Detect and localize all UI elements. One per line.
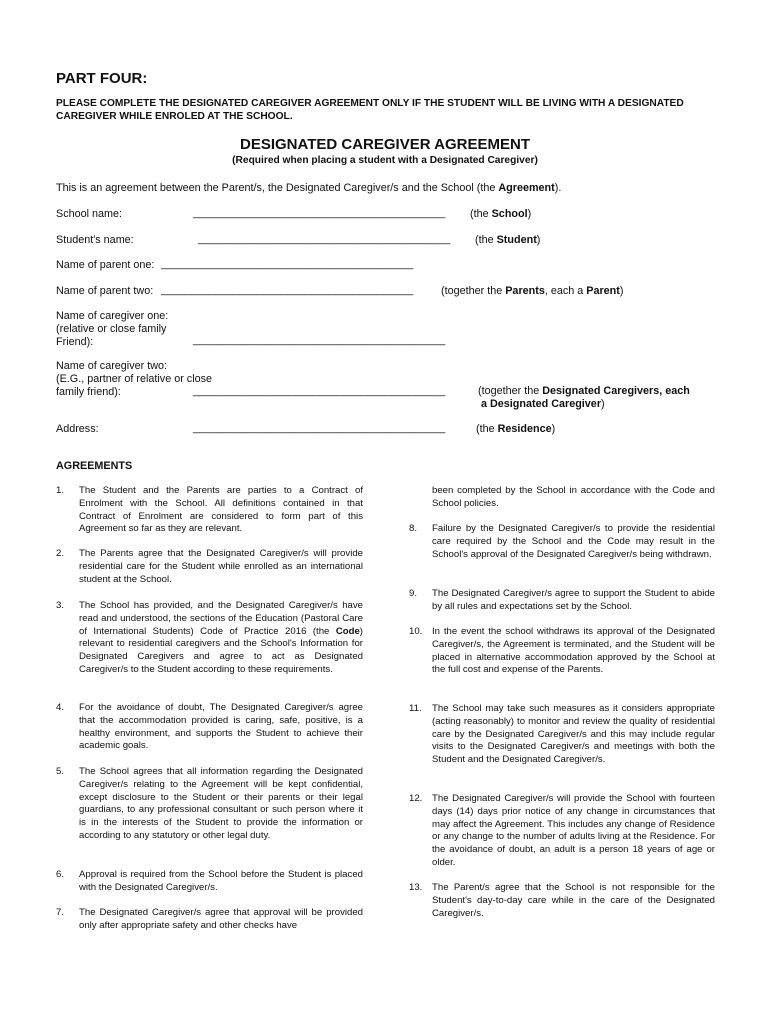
- caregiver-one-input[interactable]: __________________________________________: [193, 334, 446, 346]
- clause-3: The School has provided, and the Designated Caregiver/s have read and understood, the sections of the Education (Pastoral Care of International Students) Code of Practice 2016 (the Code) relevant to residential caregivers and the School's Information for Designated Caregivers and agree to act as Designated Caregiver/s to the Student according to these requirements.: [79, 600, 363, 675]
- clause-number: 2.: [56, 548, 65, 559]
- clause-number: 5.: [56, 766, 65, 777]
- clause-number: 8.: [409, 523, 418, 534]
- parent-two-input[interactable]: __________________________________________: [161, 284, 414, 296]
- clause-number: 4.: [56, 702, 65, 713]
- clause-number: 7.: [56, 907, 65, 918]
- clause-1: The Student and the Parents are parties to a Contract of Enrolment with the School. All definitions contained in that Contract of Enrolment are considered to form part of this Agreement so far as they are relevant.: [79, 485, 363, 535]
- clause-5: The School agrees that all information regarding the Designated Caregiver/s relating to the Agreement will be kept confidential, except disclosure to the Student or their parents or their legal guardians, to any professional consultant or such person where it is in the interests of the Student to provide the information or according to any statutory or other legal duty.: [79, 766, 363, 841]
- instruction-text: PLEASE COMPLETE THE DESIGNATED CAREGIVER AGREEMENT ONLY IF THE STUDENT WILL BE LIVING WITH A DESIGNATED CAREGIVER WHILE ENROLED AT THE SCHOOL.: [56, 98, 684, 122]
- clause-12: The Designated Caregiver/s will provide the School with fourteen days (14) days prior notice of any change in circumstances that may affect the Agreement. This includes any change of Residence or any change to the number of adults living at the Residence. For the avoidance of doubt, an adult is a person 18 years of age or older.: [432, 793, 715, 868]
- field-suffix: (together the Designated Caregivers, each: [478, 385, 690, 397]
- clause-7-continued: been completed by the School in accordance with the Code and School policies.: [432, 485, 715, 509]
- field-label: Student's name:: [56, 234, 134, 246]
- clause-number: 3.: [56, 600, 65, 611]
- parent-one-input[interactable]: __________________________________________: [161, 258, 414, 270]
- clause-number: 1.: [56, 485, 65, 496]
- clause-number: 12.: [409, 793, 423, 804]
- clause-11: The School may take such measures as it considers appropriate (acting reasonably) to monitor and review the quality of residential care by the Designated Caregiver/s and this may include regular visits to the Designated Caregiver/s and meetings with both the Student and the Designated Caregiver/s.: [432, 703, 715, 766]
- field-label: Name of parent one:: [56, 259, 155, 271]
- clause-8: Failure by the Designated Caregiver/s to provide the residential care required by the School and the Code may result in the School's approval of the Designated Caregiver/s being withdrawn.: [432, 523, 715, 560]
- field-label: Name of caregiver two: (E.G., partner of relative or close family friend):: [56, 360, 213, 398]
- clause-number: 10.: [409, 626, 423, 637]
- field-suffix: (the Student): [475, 234, 541, 246]
- address-input[interactable]: __________________________________________: [193, 422, 446, 434]
- field-label: Name of caregiver one: (relative or close family Friend):: [56, 310, 169, 348]
- clause-number: 13.: [409, 882, 423, 893]
- page-title: DESIGNATED CAREGIVER AGREEMENT: [239, 136, 531, 153]
- field-label: Address:: [56, 423, 99, 435]
- clause-4: For the avoidance of doubt, The Designated Caregiver/s agree that the accommodation provided is caring, safe, positive, is a healthy environment, and supports the Student to achieve their academic goals.: [79, 702, 363, 752]
- clause-9: The Designated Caregiver/s agree to support the Student to abide by all rules and expectations set by the School.: [432, 588, 715, 612]
- agreements-heading: AGREEMENTS: [56, 460, 133, 472]
- field-label: Name of parent two:: [56, 285, 154, 297]
- school-name-input[interactable]: __________________________________________: [193, 207, 446, 219]
- field-suffix: (the School): [470, 208, 532, 220]
- field-suffix: (together the Parents, each a Parent): [441, 285, 624, 297]
- clause-number: 11.: [409, 703, 422, 714]
- page-subtitle: (Required when placing a student with a Designated Caregiver): [232, 155, 538, 166]
- intro-paragraph: This is an agreement between the Parent/s, the Designated Caregiver/s and the School (the Agreement).: [56, 182, 562, 194]
- clause-6: Approval is required from the School before the Student is placed with the Designated Caregiver/s.: [79, 869, 363, 893]
- clause-10: In the event the school withdraws its approval of the Designated Caregiver/s, the Agreement is terminated, and the Student will be placed in alternative accommodation approved by the School at the full cost and expense of the Parents.: [432, 626, 715, 676]
- clause-13: The Parent/s agree that the School is not responsible for the Student's day-to-day care while in the care of the Designated Caregiver/s.: [432, 882, 715, 919]
- clause-number: 6.: [56, 869, 65, 880]
- field-suffix: (the Residence): [476, 423, 556, 435]
- clause-2: The Parents agree that the Designated Caregiver/s will provide residential care for the Student while enrolled as an international student at the School.: [79, 548, 363, 585]
- field-label: School name:: [56, 208, 123, 220]
- clause-7: The Designated Caregiver/s agree that approval will be provided only after appropriate safety and other checks have: [79, 907, 363, 931]
- clause-number: 9.: [409, 588, 418, 599]
- student-name-input[interactable]: __________________________________________: [198, 233, 451, 245]
- caregiver-two-input[interactable]: __________________________________________: [193, 385, 446, 397]
- part-heading: PART FOUR:: [56, 70, 148, 87]
- field-suffix-line2: a Designated Caregiver): [481, 398, 605, 410]
